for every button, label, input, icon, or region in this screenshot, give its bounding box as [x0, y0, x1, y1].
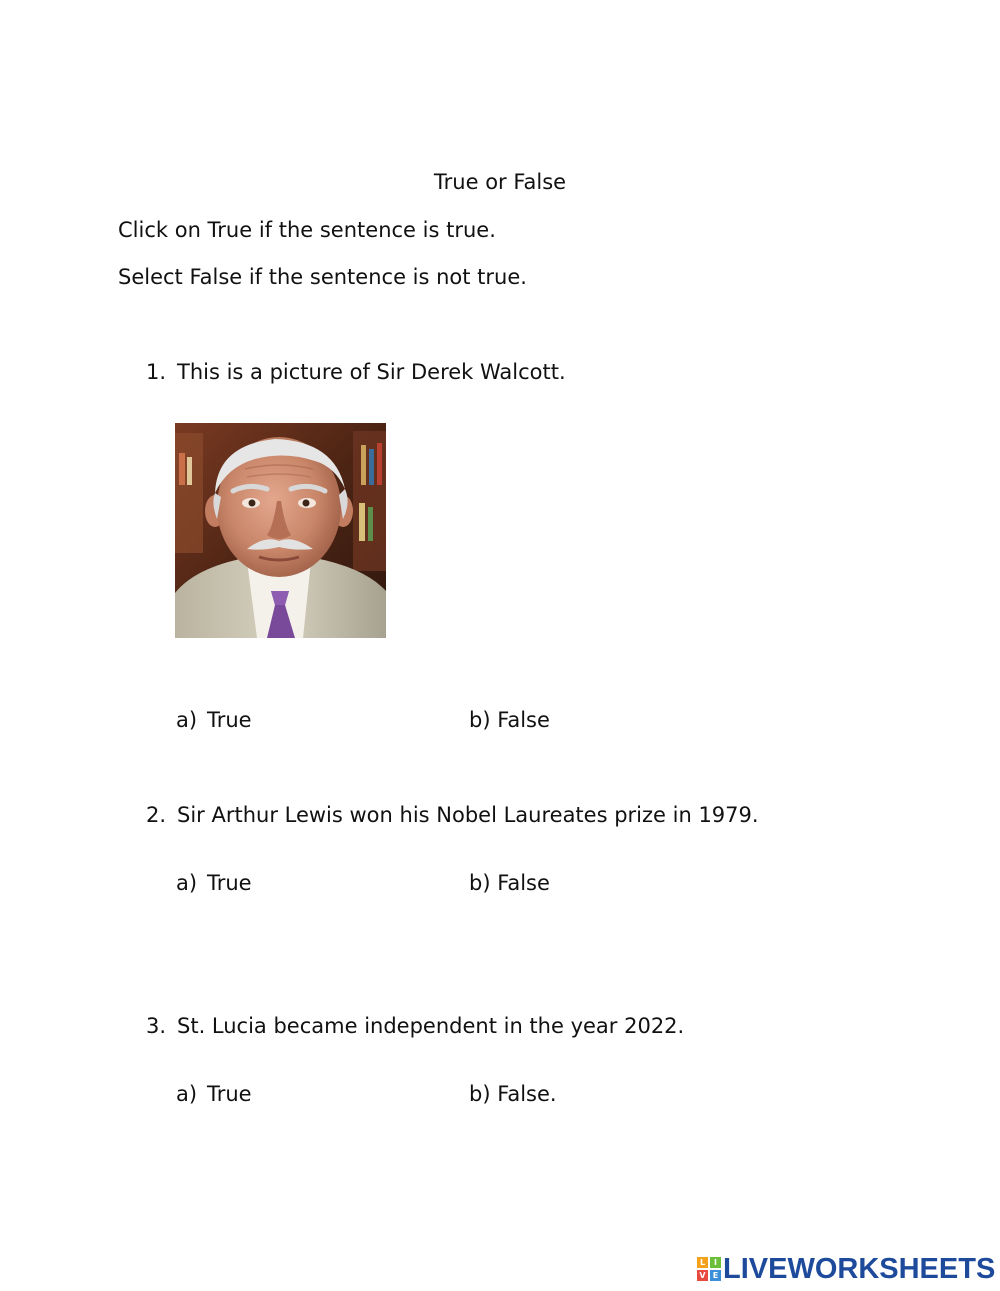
question-text: Sir Arthur Lewis won his Nobel Laureates prize in 1979.	[177, 803, 759, 827]
option-a-label[interactable]: a)	[176, 1082, 198, 1106]
question-number: 1.	[146, 360, 167, 384]
instruction-line: Click on True if the sentence is true.	[118, 218, 496, 242]
question-text: This is a picture of Sir Derek Walcott.	[177, 360, 566, 384]
logo-text: LIVEWORKSHEETS	[723, 1252, 996, 1285]
option-a-true[interactable]: True	[207, 708, 252, 732]
logo-block: V	[697, 1270, 708, 1281]
liveworksheets-logo	[697, 1251, 995, 1287]
option-a-label[interactable]: a)	[176, 708, 198, 732]
portrait-photo	[175, 423, 386, 638]
logo-block: L	[697, 1257, 708, 1268]
question-number: 2.	[146, 803, 167, 827]
logo-block: E	[710, 1270, 721, 1281]
instruction-line: Select False if the sentence is not true.	[118, 265, 527, 289]
option-a-label[interactable]: a)	[176, 871, 198, 895]
question-number: 3.	[146, 1014, 167, 1038]
logo-blocks-icon	[697, 1257, 721, 1281]
option-b-false[interactable]: b) False.	[469, 1082, 557, 1106]
option-a-true[interactable]: True	[207, 1082, 252, 1106]
option-b-false[interactable]: b) False	[469, 708, 550, 732]
question-text: St. Lucia became independent in the year 2022.	[177, 1014, 685, 1038]
option-b-false[interactable]: b) False	[469, 871, 550, 895]
option-a-true[interactable]: True	[207, 871, 252, 895]
logo-block: I	[710, 1257, 721, 1268]
worksheet-title: True or False	[433, 170, 567, 194]
